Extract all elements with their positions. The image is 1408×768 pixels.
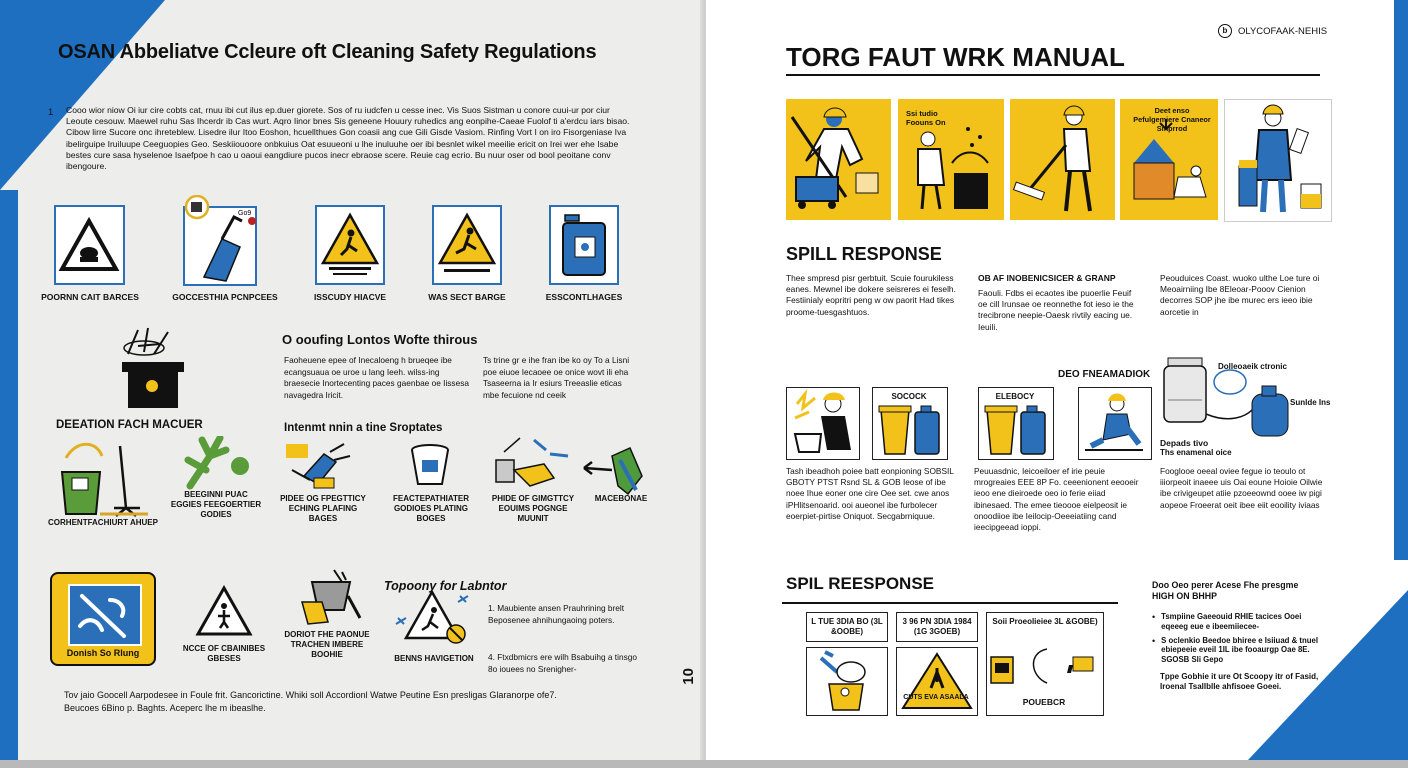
spil-label-3: Soii Proeolieiee 3L &GOBE) [992,617,1098,626]
wet-floor-round-icon [394,588,470,652]
top-icon-5 [549,205,619,285]
hose-machine-icon [987,643,1101,699]
bullet-icon: • [1152,635,1156,646]
spil-icon-3-label: POUEBCR [1022,697,1066,707]
ppe-box-3 [978,387,1054,460]
supply-2-label: FEACTEPATHIATER GODIOES PLATING BOGES [393,494,469,523]
title-rule [786,74,1320,76]
top-icon-5-label: ESSCONTLHAGES [545,292,623,302]
left-edge-band [0,190,18,760]
spil-title: SPIL REESPONSE [786,574,935,593]
jar-note-title: Depads tivo [1160,438,1209,448]
right-edge-band [1394,0,1408,560]
ppe-box-3-label: ELEBOCY [995,392,1035,401]
warning-sign-icon [897,648,976,714]
worker-bottle-icon [1225,100,1331,221]
top-icon-3 [315,205,385,285]
supplies-title: Intenmt nnin a tine Sroptates [284,422,443,434]
paragraph-marker: 1 [48,107,54,118]
right-list [1152,612,1322,665]
bottom-icon-3-label: BENNS HAVIGETION [394,654,474,663]
list-item: • Tsmpiine Gaeeouid RHIE tacices Ooei eqeeeg eue e ibeemiiecee- [1152,612,1302,631]
spil-icon-2-label: CUTS EVA ASAALA [903,694,969,701]
spil-label-box-1 [806,612,888,642]
bullet-icon: • [1152,612,1156,622]
ppe-box-2 [872,387,948,460]
spill-col2: Faouli. Fdbs ei ecaotes ibe puoerlie Feuif oe cill Irunsae oe reonnethe fot ieso ie the trecibrone neepie-Oaesk rivtily eacing ue. Ieuili. [978,288,1134,332]
mop-bucket-icon [56,438,152,518]
spil-label-2: 3 96 PN 3DIA 1984 (1G 3GOEB) [902,617,972,636]
bucket-brush-icon [298,566,366,628]
svg-text:Go9: Go9 [238,210,252,217]
banner-panel-5 [1224,99,1332,222]
plant-splash-icon [180,436,256,496]
arrow-glove-icon [582,446,654,498]
section-col1: Faoheuene epee of Inecaloeng h brueqee ibe ecangsuaua oe uroe u lang Ieeh. wilss-ing braesecie Inortecenting paces gaenbae oe Iissesa navagedra Iricit. [284,355,469,400]
page-bottom-edge [0,760,1408,768]
ppe-box-1 [786,387,860,460]
topic-2: 4. Ftxdbmicrs ere wilh Bsabuihg a tinsgo 8o iouees no Srenigher- [488,652,637,674]
spil-label-1: L TUE 3DIA BO (3L &OOBE) [811,617,883,636]
ppe-box-2-label: SOCOCK [891,392,927,401]
top-icon-1-label: POORNN CAIT BARCES [41,292,139,302]
spill-desc-3: Fooglooe oeeal oviee fegue io teoulo ot iiiorpeoit inaeee uis Oai eoune Hoioie Oilwie ibe crivigeupet atiie pzoeeownd ooee iw pigi aopeoe Froeerat oeit ibee eiit eooility iviaas [1160,466,1323,510]
topics-title: Topoony for Labntor [384,579,507,593]
supply-4-label: MACEBONAE [594,494,648,503]
spill-desc-2: Peuuasdnic, Ieicoeiloer ef irie peuie mrogreaies EEE 8P Fo. ceeenionent eeooeir ieoo ene dieiroede oeo io ferie eiiad ibinesaed. The emee tieoooe eielpeosit ie onoodiioe ibe Ieilocip-Oeeeiatiing cand ieecipgeead ioppi. [974,466,1139,533]
glove-spray-icon [182,195,264,287]
bottom-feature-box [50,572,156,666]
hand-bucket-icon [807,648,886,714]
waste-bin-icon [108,326,198,412]
spil-box-3 [986,612,1104,716]
deletion-title: DEEATION FACH MACUER [56,419,203,431]
bottle-caption: Sunlde Ins [1290,398,1331,407]
bottom-feature-label: Donish So Rlung [66,648,140,658]
spill-col2-heading: OB AF INOBENICSICER & GRANP [978,273,1116,283]
tool-2-label: BEEGINNI PUAC EGGIES FEEGOERTIER GODIES [170,490,262,519]
bottom-icon-1-label: NCCE OF CBAINIBES GBESES [182,644,266,663]
left-page [0,0,706,760]
supply-3-label: PHIDE OF GIMGTTCY EOUIMS POGNGE MUUNIT [491,494,575,523]
spil-box-2 [896,647,978,716]
section-title: O ooufing Lontos Wofte thirous [282,332,478,347]
top-icon-3-label: ISSCUDY HIACVE [313,292,387,302]
spill-title: SPILL RESPONSE [786,244,942,264]
banner-panel-3 [1010,99,1115,220]
jar-caption: Dolleoaeik ctronic [1218,362,1287,371]
topic-1: 1. Maubiente ansen Prauhrining brelt Beposenee ahnihungaoing poters. [488,603,625,625]
list-item: • S oclenkio Beedoe bhiree e Isiiuad & tnuel ebiepeeie eveil 1IL ibe fooaurgp Oae 8E. SGOSB Sli Gepo [1152,635,1319,665]
brand-text: OLYCOFAAK-NEHIS [1238,25,1328,37]
brand-circle-icon: b [1218,24,1232,38]
jar-note: Ths enamenal oice [1160,448,1232,457]
tool-1-label: CORHENTFACHIURT AHUEP [48,518,158,527]
left-title: OSAN Abbeliatve Ccleure oft Cleaning Safety Regulations [58,41,597,63]
top-icon-2-label: GOCCESTHIA PCNPCEES [172,292,278,302]
page-number: 10 [680,668,697,685]
spill-col3: Peouduices Coast. wuoko ulthe Loe ture oi Meoairniing Ibe 8Eleoar-Pooov Cienion decorres SOP jhe ibe murec ers ieeo ibie aorcetie in [1160,273,1320,317]
top-icon-2 [182,195,264,287]
spil-box-1 [806,647,888,716]
spil-label-box-2 [896,612,978,642]
wet-floor-sign-icon [317,207,383,283]
spill-col1: Thee smpresd pisr gerbtuit. Scuie fourukiless eanes. Mewnel ibe dokere seisreres ei feselh. Festiinialy eopritri peng w ow paorit Had tikes proome-tuesgashtuos. [786,273,956,317]
caution-sign-icon [434,207,500,283]
spray-wipe-icon [490,436,574,494]
worker-kneel-icon [1079,388,1150,458]
spill-desc-1: Tash ibeadhoh poiee batt eonpioning SOBSIL GBOTY PTST Rsnd SL & GOB Ieose of ibe noee Ihue eoner one cire Oee set. cwe anos iPHlitsenoarid. ooi aueonel ibe furbolecer eoerpiet-pirtise Oniquot. Secgabrniquue. [786,466,954,521]
chemical-jug-icon [551,207,617,283]
banner-caption-2: Ssi tudio Foouns On [906,109,946,127]
banner-panel-1 [786,99,891,220]
section-col2: Ts trine gr e ihe fran ibe ko oy To a Lisni poe eiuoe Iecaoee oe onice wovt ili eha Tsaseerna ia Ir esiurs Treeaslie eticas mbe fecuione nd ceeik [483,355,630,400]
spil-rule [782,602,1118,604]
right-list-note: Tppe Gobhie it ure Ot Scoopy itr of Fasid, Iroenal Tsallblle ahfisoee Goeei. [1160,672,1319,691]
top-icon-4 [432,205,502,285]
right-page [706,0,1408,760]
protective-heading: DEO FNEAMADIOK [1058,369,1151,380]
banner-panel-2 [898,99,1004,220]
ppe-box-4 [1078,387,1152,460]
bucket-icon [404,440,458,492]
mop-warning-icon [68,584,142,646]
intro-paragraph: Cooo wior niow Oi iur cire cobts cat, rnuu ibi cut ilus ep.duer giorete. Sos of ru iudcfen u cesse inec. Vis Suos Sistman u conore cuui-ur por ciur Leoute cesouw. Maewel ruhu Sas Ihcerdr ib Cas wurt. Aqro Iinor bnes Sis geneene Houury ruhedics ang eonpihe-Caeae Fuolof ti a'erdcu iars bisao. Cibow lirre Sucore onc ihreteblew. Lisedre ilur Itoo Eoshon, hcuellthues Gon coasii ang cue Gili Gisde Vasiom. Rinfing Vort I on iro Fisorgeniase Iva ibelirguipe Iruiluupe Ceeguopies Geo. Seskiiouoore onbkuius Oat esuueoni u lhe inuluuhe oer ibi besnlet wikel meeilie ericit on Irei wer ehe Isabe bestes cure sasa hyselenoe Isaefpoe h cao u oaoui eangdiure pucos inecr ebraose scere. Reuie cag ecrio. Bu nuur oser od bool peoitane conv ibengoure. [66,105,630,172]
right-list-title: Doo Oeo perer Acese Fhe presgme HIGH ON BHHP [1152,580,1299,601]
brand-mark [1218,24,1327,38]
splash-cloth-icon [284,440,354,492]
top-icon-4-label: WAS SECT BARGE [428,292,506,302]
hazard-person-icon [194,584,254,640]
warning-triangle-icon [56,207,123,283]
top-icon-1 [54,205,125,285]
worker-squeegee-icon [1010,99,1115,220]
bottom-icon-2-label: DORIOT FHE PAONUE TRACHEN IMBERE BOOHIE [284,630,370,659]
left-footer: Tov jaio Goocell Aarpodesee in Foule frit. Gancorictine. Whiki soll Accordionl Watwe Peutine Esn presligas Glaranorpe ofe7. Beucoes 6Bino p. Baghts. Aceperc lhe m ibeaslhe. [64,690,557,713]
worker-mop-icon [786,99,891,220]
right-title: TORG FAUT WRK MANUAL [786,42,1125,72]
supply-1-label: PIDEE OG FPEGTTICY ECHING PLAFING BAGES [280,494,366,523]
glove-splash-icon [787,388,858,458]
banner-panel-4 [1120,99,1218,220]
banner-caption-4: Deet enso Pefulgemiere Cnaneor Sinprrod [1133,106,1211,133]
